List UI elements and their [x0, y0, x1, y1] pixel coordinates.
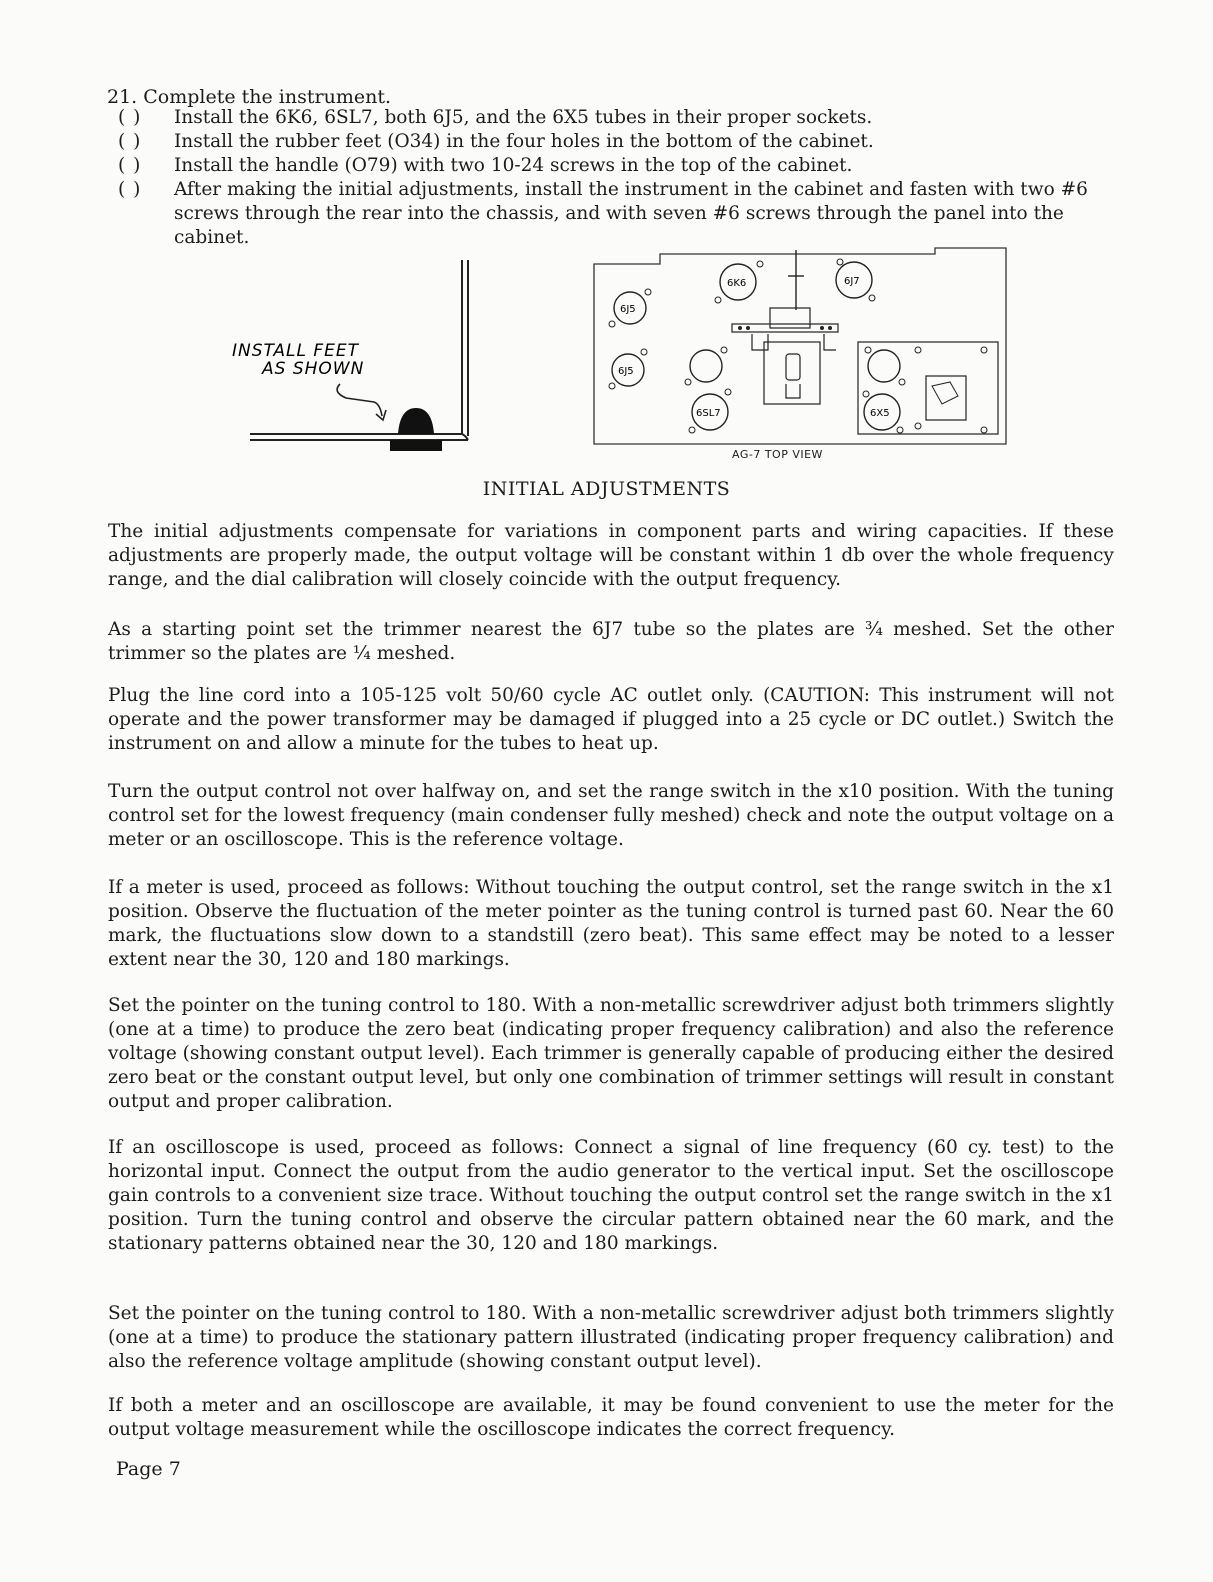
tube-label-6j5-upper: 6J5 [620, 304, 636, 315]
tube-label-6k6: 6K6 [727, 278, 747, 289]
feet-label-line1: INSTALL FEET [232, 341, 359, 361]
section-heading: INITIAL ADJUSTMENTS [482, 478, 731, 500]
checkbox: ( ) [118, 131, 142, 152]
checklist-item [118, 178, 1128, 250]
checklist-item-text: Install the rubber feet (O34) in the four holes in the bottom of the cabinet. [174, 131, 874, 152]
checklist-item [118, 106, 1128, 130]
feet-label-line2: AS SHOWN [262, 359, 365, 379]
tube-label-6j5-lower: 6J5 [618, 366, 634, 377]
checkbox: ( ) [118, 155, 142, 176]
checklist-item-text: After making the initial adjustments, install the instrument in the cabinet and fasten with two #6 screws through the rear into the chassis, and with seven #6 screws through the panel into the cabinet. [174, 179, 1088, 248]
paragraph: As a starting point set the trimmer nearest the 6J7 tube so the plates are ¾ meshed. Set the other trimmer so the plates are ¼ meshed. [108, 619, 1114, 664]
checklist-item [118, 154, 1128, 178]
chassis-top-view-figure [590, 246, 1010, 471]
paragraph: If a meter is used, proceed as follows: Without touching the output control, set the range switch in the x1 position. Observe the fluctuation of the meter pointer as the tuning control is turned past 60. Near the 60 mark, the fluctuations slow down to a standstill (zero beat). This same effect may be noted to a lesser extent near the 30, 120 and 180 markings. [108, 877, 1114, 970]
tube-label-6sl7: 6SL7 [696, 408, 721, 419]
checkbox: ( ) [118, 107, 142, 128]
paragraph: Set the pointer on the tuning control to 180. With a non-metallic screwdriver adjust both trimmers slightly (one at a time) to produce the zero beat (indicating proper frequency calibration) and also the reference voltage (showing constant output level). Each trimmer is generally capable of producing either the desired zero beat or the constant output level, but only one combination of trimmer settings will result in constant output and proper calibration. [108, 995, 1114, 1112]
checklist-item-text: Install the 6K6, 6SL7, both 6J5, and the 6X5 tubes in their proper sockets. [174, 107, 873, 128]
paragraph: Plug the line cord into a 105-125 volt 50/60 cycle AC outlet only. (CAUTION: This instrument will not operate and the power transformer may be damaged if plugged into a 25 cycle or DC outlet.) Switch the instrument on and allow a minute for the tubes to heat up. [108, 685, 1114, 754]
checklist-item [118, 130, 1128, 154]
tube-label-6j7: 6J7 [844, 276, 860, 287]
checklist-item-text: Install the handle (O79) with two 10-24 screws in the top of the cabinet. [174, 155, 853, 176]
paragraph: If an oscilloscope is used, proceed as follows: Connect a signal of line frequency (60 cy. test) to the horizontal input. Connect the output from the audio generator to the vertical input. Set the oscilloscope gain controls to a convenient size trace. Without touching the output control set the range switch in the x1 position. Turn the tuning control and observe the circular pattern obtained near the 60 mark, and the stationary patterns obtained near the 30, 120 and 180 markings. [108, 1137, 1114, 1254]
install-feet-figure [232, 258, 475, 458]
tube-label-6x5: 6X5 [870, 408, 890, 419]
step-title: 21. Complete the instrument. [107, 86, 391, 108]
checkbox: ( ) [118, 179, 142, 200]
paragraph: Set the pointer on the tuning control to 180. With a non-metallic screwdriver adjust both trimmers slightly (one at a time) to produce the stationary pattern illustrated (indicating proper frequency calibration) and also the reference voltage amplitude (showing constant output level). [108, 1303, 1114, 1372]
paragraph: The initial adjustments compensate for variations in component parts and wiring capacities. If these adjustments are properly made, the output voltage will be constant within 1 db over the whole frequency range, and the dial calibration will closely coincide with the output frequency. [108, 521, 1114, 590]
checklist [118, 106, 1128, 250]
paragraph: Turn the output control not over halfway on, and set the range switch in the x10 position. With the tuning control set for the lowest frequency (main condenser fully meshed) check and note the output voltage on a meter or an oscilloscope. This is the reference voltage. [108, 781, 1114, 850]
page-number: Page 7 [116, 1458, 181, 1480]
paragraph: If both a meter and an oscilloscope are available, it may be found convenient to use the meter for the output voltage measurement while the oscilloscope indicates the correct frequency. [108, 1395, 1114, 1440]
figure-caption: AG-7 TOP VIEW [732, 448, 823, 461]
